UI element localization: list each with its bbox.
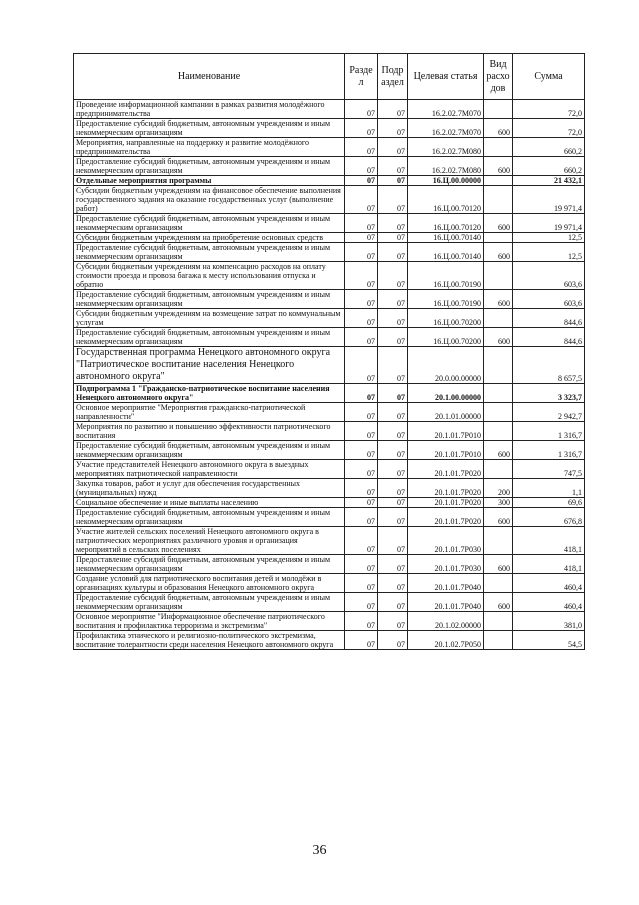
cell-name: Отдельные мероприятия программы <box>74 176 345 186</box>
table-row <box>74 498 585 508</box>
cell-sum: 19 971,4 <box>513 214 585 233</box>
cell-sum: 21 432,1 <box>513 176 585 186</box>
cell-target: 16.Ц.00.70140 <box>408 233 484 243</box>
table-row <box>74 555 585 574</box>
cell-vid <box>484 138 513 157</box>
cell-name: Социальное обеспечение и иные выплаты населению <box>74 498 345 508</box>
cell-razdel: 07 <box>345 214 378 233</box>
cell-razdel: 07 <box>345 384 378 403</box>
cell-sum: 19 971,4 <box>513 186 585 214</box>
cell-vid: 600 <box>484 508 513 527</box>
header-name: Наименование <box>74 54 345 100</box>
cell-sum: 12,5 <box>513 243 585 262</box>
cell-vid <box>484 309 513 328</box>
cell-podrazdel: 07 <box>378 119 408 138</box>
cell-vid <box>484 631 513 650</box>
cell-podrazdel: 07 <box>378 460 408 479</box>
table-row <box>74 243 585 262</box>
table-row <box>74 631 585 650</box>
cell-sum: 603,6 <box>513 262 585 290</box>
cell-target: 20.1.01.7Р020 <box>408 498 484 508</box>
cell-target: 16.Ц.00.00000 <box>408 176 484 186</box>
cell-vid <box>484 574 513 593</box>
cell-podrazdel: 07 <box>378 631 408 650</box>
cell-sum: 603,6 <box>513 290 585 309</box>
table-row <box>74 403 585 422</box>
cell-razdel: 07 <box>345 555 378 574</box>
cell-name: Профилактика этнического и религиозно-политического экстремизма, воспитание толерантности среди населения Ненецкого автономного округа <box>74 631 345 650</box>
cell-podrazdel: 07 <box>378 186 408 214</box>
cell-sum: 844,6 <box>513 328 585 347</box>
cell-razdel: 07 <box>345 527 378 555</box>
cell-podrazdel: 07 <box>378 555 408 574</box>
cell-target: 16.2.02.7М070 <box>408 119 484 138</box>
cell-target: 20.0.00.00000 <box>408 347 484 384</box>
header-podrazdel: Подр аздел <box>378 54 408 100</box>
cell-target: 16.2.02.7М080 <box>408 138 484 157</box>
cell-razdel: 07 <box>345 508 378 527</box>
cell-sum: 660,2 <box>513 157 585 176</box>
cell-podrazdel: 07 <box>378 290 408 309</box>
cell-vid: 600 <box>484 119 513 138</box>
cell-name: Субсидии бюджетным учреждениям на возмещение затрат по коммунальным услугам <box>74 309 345 328</box>
cell-vid: 600 <box>484 593 513 612</box>
cell-razdel: 07 <box>345 612 378 631</box>
cell-vid <box>484 262 513 290</box>
cell-target: 16.Ц.00.70190 <box>408 290 484 309</box>
cell-sum: 460,4 <box>513 593 585 612</box>
cell-razdel: 07 <box>345 574 378 593</box>
cell-vid <box>484 422 513 441</box>
cell-sum: 418,1 <box>513 555 585 574</box>
cell-name: Мероприятия, направленные на поддержку и развитие молодёжного предпринимательства <box>74 138 345 157</box>
cell-sum: 12,5 <box>513 233 585 243</box>
cell-name: Предоставление субсидий бюджетным, автономным учреждениям и иным некоммерческим организациям <box>74 214 345 233</box>
cell-target: 20.1.01.7Р030 <box>408 555 484 574</box>
header-sum: Сумма <box>513 54 585 100</box>
cell-razdel: 07 <box>345 498 378 508</box>
cell-name: Мероприятия по развитию и повышению эффективности патриотического воспитания <box>74 422 345 441</box>
cell-sum: 2 942,7 <box>513 403 585 422</box>
cell-razdel: 07 <box>345 441 378 460</box>
cell-podrazdel: 07 <box>378 612 408 631</box>
cell-target: 16.Ц.00.70120 <box>408 214 484 233</box>
cell-target: 16.Ц.00.70200 <box>408 328 484 347</box>
cell-razdel: 07 <box>345 460 378 479</box>
cell-podrazdel: 07 <box>378 403 408 422</box>
cell-name: Участие жителей сельских поселений Ненецкого автономного округа в патриотических мероприятиях различного уровня и организация мероприятий в сельских поселениях <box>74 527 345 555</box>
cell-razdel: 07 <box>345 243 378 262</box>
cell-sum: 1 316,7 <box>513 422 585 441</box>
cell-podrazdel: 07 <box>378 328 408 347</box>
cell-podrazdel: 07 <box>378 138 408 157</box>
cell-podrazdel: 07 <box>378 422 408 441</box>
table-row <box>74 309 585 328</box>
cell-podrazdel: 07 <box>378 593 408 612</box>
table-row <box>74 574 585 593</box>
table-row <box>74 593 585 612</box>
cell-target: 20.1.00.00000 <box>408 384 484 403</box>
cell-razdel: 07 <box>345 290 378 309</box>
header-vid: Вид расхо дов <box>484 54 513 100</box>
table-row <box>74 138 585 157</box>
cell-target: 20.1.02.00000 <box>408 612 484 631</box>
cell-name: Предоставление субсидий бюджетным, автономным учреждениям и иным некоммерческим организациям <box>74 441 345 460</box>
cell-name: Субсидии бюджетным учреждениям на компенсацию расходов на оплату стоимости проезда и провоза багажа к месту использования отпуска и обратно <box>74 262 345 290</box>
table-row <box>74 422 585 441</box>
cell-target: 20.1.01.7Р020 <box>408 508 484 527</box>
cell-razdel: 07 <box>345 422 378 441</box>
cell-target: 20.1.01.7Р010 <box>408 422 484 441</box>
cell-target: 20.1.02.7Р050 <box>408 631 484 650</box>
cell-target: 20.1.01.7Р020 <box>408 479 484 498</box>
cell-vid: 600 <box>484 243 513 262</box>
cell-vid: 600 <box>484 290 513 309</box>
cell-sum: 660,2 <box>513 138 585 157</box>
cell-podrazdel: 07 <box>378 243 408 262</box>
cell-sum: 69,6 <box>513 498 585 508</box>
table-row <box>74 441 585 460</box>
cell-target: 16.Ц.00.70140 <box>408 243 484 262</box>
cell-target: 20.1.01.7Р040 <box>408 593 484 612</box>
cell-vid <box>484 233 513 243</box>
cell-target: 16.Ц.00.70200 <box>408 309 484 328</box>
cell-sum: 418,1 <box>513 527 585 555</box>
cell-vid <box>484 403 513 422</box>
cell-podrazdel: 07 <box>378 214 408 233</box>
cell-vid: 600 <box>484 157 513 176</box>
cell-vid: 300 <box>484 498 513 508</box>
table-row <box>74 508 585 527</box>
cell-sum: 1,1 <box>513 479 585 498</box>
cell-target: 16.Ц.00.70190 <box>408 262 484 290</box>
cell-sum: 844,6 <box>513 309 585 328</box>
cell-vid <box>484 100 513 119</box>
cell-target: 16.2.02.7М080 <box>408 157 484 176</box>
cell-podrazdel: 07 <box>378 508 408 527</box>
cell-podrazdel: 07 <box>378 347 408 384</box>
table-row <box>74 479 585 498</box>
cell-target: 20.1.01.7Р010 <box>408 441 484 460</box>
cell-sum: 676,8 <box>513 508 585 527</box>
cell-razdel: 07 <box>345 309 378 328</box>
cell-vid <box>484 384 513 403</box>
table-row <box>74 186 585 214</box>
table-header-row <box>74 54 585 100</box>
cell-name: Предоставление субсидий бюджетным, автономным учреждениям и иным некоммерческим организациям <box>74 593 345 612</box>
table-row <box>74 262 585 290</box>
cell-vid <box>484 176 513 186</box>
cell-podrazdel: 07 <box>378 498 408 508</box>
cell-vid: 600 <box>484 441 513 460</box>
cell-name: Закупка товаров, работ и услуг для обеспечения государственных (муниципальных) нужд <box>74 479 345 498</box>
cell-vid <box>484 347 513 384</box>
cell-target: 20.1.01.7Р030 <box>408 527 484 555</box>
cell-podrazdel: 07 <box>378 176 408 186</box>
cell-sum: 54,5 <box>513 631 585 650</box>
cell-podrazdel: 07 <box>378 100 408 119</box>
cell-name: Субсидии бюджетным учреждениям на приобретение основных средств <box>74 233 345 243</box>
cell-name: Предоставление субсидий бюджетным, автономным учреждениям и иным некоммерческим организациям <box>74 157 345 176</box>
cell-sum: 381,0 <box>513 612 585 631</box>
table-row <box>74 233 585 243</box>
cell-name: Государственная программа Ненецкого автономного округа "Патриотическое воспитание населения Ненецкого автономного округа" <box>74 347 345 384</box>
table-row <box>74 214 585 233</box>
budget-table <box>73 53 585 650</box>
cell-vid <box>484 186 513 214</box>
cell-razdel: 07 <box>345 347 378 384</box>
cell-name: Предоставление субсидий бюджетным, автономным учреждениям и иным некоммерческим организациям <box>74 243 345 262</box>
header-razdel: Разде л <box>345 54 378 100</box>
cell-target: 16.Ц.00.70120 <box>408 186 484 214</box>
table-row <box>74 176 585 186</box>
cell-razdel: 07 <box>345 100 378 119</box>
cell-razdel: 07 <box>345 328 378 347</box>
cell-vid <box>484 527 513 555</box>
table-row <box>74 384 585 403</box>
cell-vid: 600 <box>484 214 513 233</box>
cell-razdel: 07 <box>345 186 378 214</box>
cell-podrazdel: 07 <box>378 309 408 328</box>
cell-podrazdel: 07 <box>378 527 408 555</box>
cell-name: Предоставление субсидий бюджетным, автономным учреждениям и иным некоммерческим организациям <box>74 555 345 574</box>
cell-target: 20.1.01.7Р020 <box>408 460 484 479</box>
cell-razdel: 07 <box>345 176 378 186</box>
cell-podrazdel: 07 <box>378 262 408 290</box>
table-row <box>74 328 585 347</box>
table-row <box>74 157 585 176</box>
cell-name: Субсидии бюджетным учреждениям на финансовое обеспечение выполнения государственного задания на оказание государственных услуг (выполнение работ) <box>74 186 345 214</box>
cell-sum: 3 323,7 <box>513 384 585 403</box>
cell-podrazdel: 07 <box>378 384 408 403</box>
table-row <box>74 612 585 631</box>
header-target: Целевая статья <box>408 54 484 100</box>
cell-name: Основное мероприятие "Информационное обеспечение патриотического воспитания и профилактика терроризма и экстремизма" <box>74 612 345 631</box>
cell-sum: 460,4 <box>513 574 585 593</box>
cell-razdel: 07 <box>345 233 378 243</box>
table-row <box>74 119 585 138</box>
cell-vid <box>484 612 513 631</box>
cell-razdel: 07 <box>345 157 378 176</box>
cell-target: 16.2.02.7М070 <box>408 100 484 119</box>
cell-name: Предоставление субсидий бюджетным, автономным учреждениям и иным некоммерческим организациям <box>74 290 345 309</box>
cell-podrazdel: 07 <box>378 574 408 593</box>
cell-razdel: 07 <box>345 138 378 157</box>
cell-sum: 1 316,7 <box>513 441 585 460</box>
cell-name: Создание условий для патриотического воспитания детей и молодёжи в организациях культуры и образования Ненецкого автономного округа <box>74 574 345 593</box>
cell-podrazdel: 07 <box>378 157 408 176</box>
cell-podrazdel: 07 <box>378 479 408 498</box>
cell-razdel: 07 <box>345 119 378 138</box>
cell-podrazdel: 07 <box>378 233 408 243</box>
table-row <box>74 290 585 309</box>
cell-name: Подпрограмма 1 "Гражданско-патриотическое воспитание населения Ненецкого автономного округа" <box>74 384 345 403</box>
cell-vid: 600 <box>484 555 513 574</box>
table-row <box>74 460 585 479</box>
table-row <box>74 100 585 119</box>
cell-sum: 8 657,5 <box>513 347 585 384</box>
cell-vid <box>484 460 513 479</box>
page-number: 36 <box>312 843 327 858</box>
cell-sum: 72,0 <box>513 119 585 138</box>
cell-name: Проведение информационной кампании в рамках развития молодёжного предпринимательства <box>74 100 345 119</box>
cell-sum: 747,5 <box>513 460 585 479</box>
table-row <box>74 527 585 555</box>
cell-name: Предоставление субсидий бюджетным, автономным учреждениям и иным некоммерческим организациям <box>74 328 345 347</box>
cell-razdel: 07 <box>345 593 378 612</box>
cell-target: 20.1.01.7Р040 <box>408 574 484 593</box>
table-body <box>74 100 585 650</box>
cell-razdel: 07 <box>345 403 378 422</box>
cell-vid: 200 <box>484 479 513 498</box>
table-row <box>74 347 585 384</box>
cell-vid: 600 <box>484 328 513 347</box>
cell-razdel: 07 <box>345 262 378 290</box>
cell-name: Участие представителей Ненецкого автономного округа в выездных мероприятиях патриотической направленности <box>74 460 345 479</box>
cell-name: Основное мероприятие "Мероприятия гражданско-патриотической направленности" <box>74 403 345 422</box>
cell-sum: 72,0 <box>513 100 585 119</box>
cell-podrazdel: 07 <box>378 441 408 460</box>
cell-name: Предоставление субсидий бюджетным, автономным учреждениям и иным некоммерческим организациям <box>74 508 345 527</box>
cell-target: 20.1.01.00000 <box>408 403 484 422</box>
cell-name: Предоставление субсидий бюджетным, автономным учреждениям и иным некоммерческим организациям <box>74 119 345 138</box>
cell-razdel: 07 <box>345 631 378 650</box>
cell-razdel: 07 <box>345 479 378 498</box>
